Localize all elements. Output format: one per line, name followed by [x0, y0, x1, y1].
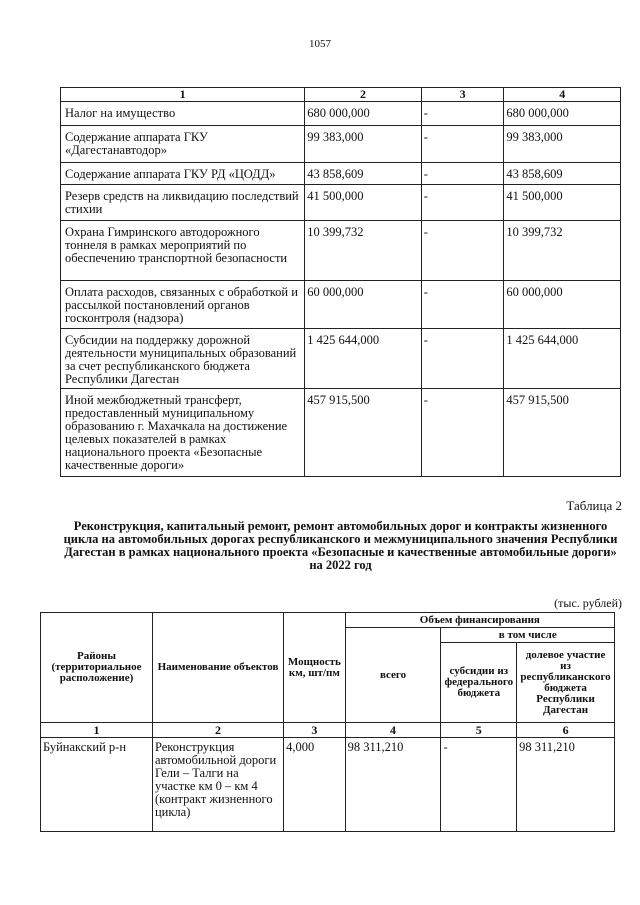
table-row [61, 163, 621, 185]
row-value: - [421, 126, 504, 163]
table-header-row [41, 613, 615, 628]
row-value: - [421, 389, 504, 477]
table-row [61, 281, 621, 329]
table-title: Реконструкция, капитальный ремонт, ремонт автомобильных дорог и контракты жизненного цикла на автомобильных дорогах республиканского и межмуниципального значения Республики Дагестан в рамках национального проекта «Безопасные и качественные автомобильные дороги» на 2022 год [63, 519, 618, 572]
row-value: 680 000,000 [305, 102, 422, 126]
row-value: 60 000,000 [504, 281, 621, 329]
table-caption: Таблица 2 [566, 498, 622, 513]
table-row [61, 329, 621, 389]
table-row [61, 389, 621, 477]
column-index: 6 [517, 723, 615, 738]
column-header: 1 [61, 88, 305, 102]
table-row [61, 221, 621, 281]
row-value: 99 383,000 [504, 126, 621, 163]
row-object: Реконструкция автомобильной дороги Гели – Талги на участке км 0 – км 4 (контракт жизненного цикла) [152, 738, 283, 832]
header-funding: Объем финансирования [345, 613, 614, 628]
row-subsidy: - [441, 738, 517, 832]
row-value: - [421, 221, 504, 281]
row-value: 10 399,732 [305, 221, 422, 281]
column-header: 3 [421, 88, 504, 102]
row-value: 43 858,609 [305, 163, 422, 185]
column-header: 2 [305, 88, 422, 102]
funding-table-continued [60, 87, 621, 477]
row-value: 1 425 644,000 [504, 329, 621, 389]
row-name: Иной межбюджетный трансферт, предоставленный муниципальному образованию г. Махачкала на достижение целевых показателей в рамках национального проекта «Безопасные качественные дороги» [61, 389, 305, 477]
row-value: 41 500,000 [305, 185, 422, 221]
row-value: 457 915,500 [305, 389, 422, 477]
column-index: 2 [152, 723, 283, 738]
column-header: 4 [504, 88, 621, 102]
row-value: 99 383,000 [305, 126, 422, 163]
header-object: Наименование объектов [152, 613, 283, 723]
row-total: 98 311,210 [345, 738, 441, 832]
row-value: 1 425 644,000 [305, 329, 422, 389]
row-value: 457 915,500 [504, 389, 621, 477]
row-value: - [421, 281, 504, 329]
row-value: - [421, 185, 504, 221]
row-name: Субсидии на поддержку дорожной деятельности муниципальных образований за счет республиканского бюджета Республики Дагестан [61, 329, 305, 389]
row-value: 43 858,609 [504, 163, 621, 185]
column-index: 3 [284, 723, 346, 738]
page-number: 1057 [309, 38, 331, 50]
row-name: Охрана Гимринского автодорожного тоннеля в рамках мероприятий по обеспечению транспортной безопасности [61, 221, 305, 281]
row-share: 98 311,210 [517, 738, 615, 832]
table-row [61, 102, 621, 126]
column-index: 4 [345, 723, 441, 738]
row-value: 41 500,000 [504, 185, 621, 221]
header-total: всего [345, 628, 441, 723]
table-row [61, 126, 621, 163]
row-name: Резерв средств на ликвидацию последствий стихии [61, 185, 305, 221]
header-district: Районы (территориальное расположение) [41, 613, 153, 723]
row-value: 680 000,000 [504, 102, 621, 126]
row-name: Содержание аппарата ГКУ РД «ЦОДД» [61, 163, 305, 185]
table-header-row [61, 88, 621, 102]
row-value: - [421, 102, 504, 126]
row-name: Налог на имущество [61, 102, 305, 126]
row-value: - [421, 329, 504, 389]
row-name: Содержание аппарата ГКУ «Дагестанавтодор» [61, 126, 305, 163]
column-index: 1 [41, 723, 153, 738]
row-district: Буйнакский р-н [41, 738, 153, 832]
row-value: 10 399,732 [504, 221, 621, 281]
header-including: в том числе [441, 628, 615, 643]
header-subsidy: субсидии из федерального бюджета [441, 643, 517, 723]
header-share: долевое участие из республиканского бюджета Республики Дагестан [517, 643, 615, 723]
header-capacity: Мощность км, шт/пм [284, 613, 346, 723]
column-index: 5 [441, 723, 517, 738]
row-value: 60 000,000 [305, 281, 422, 329]
row-capacity: 4,000 [284, 738, 346, 832]
table-index-row [41, 723, 615, 738]
row-value: - [421, 163, 504, 185]
units-label: (тыс. рублей) [554, 596, 622, 610]
row-name: Оплата расходов, связанных с обработкой и рассылкой постановлений органов госконтроля (надзора) [61, 281, 305, 329]
table-row [41, 738, 615, 832]
table-row [61, 185, 621, 221]
projects-table [40, 612, 615, 832]
